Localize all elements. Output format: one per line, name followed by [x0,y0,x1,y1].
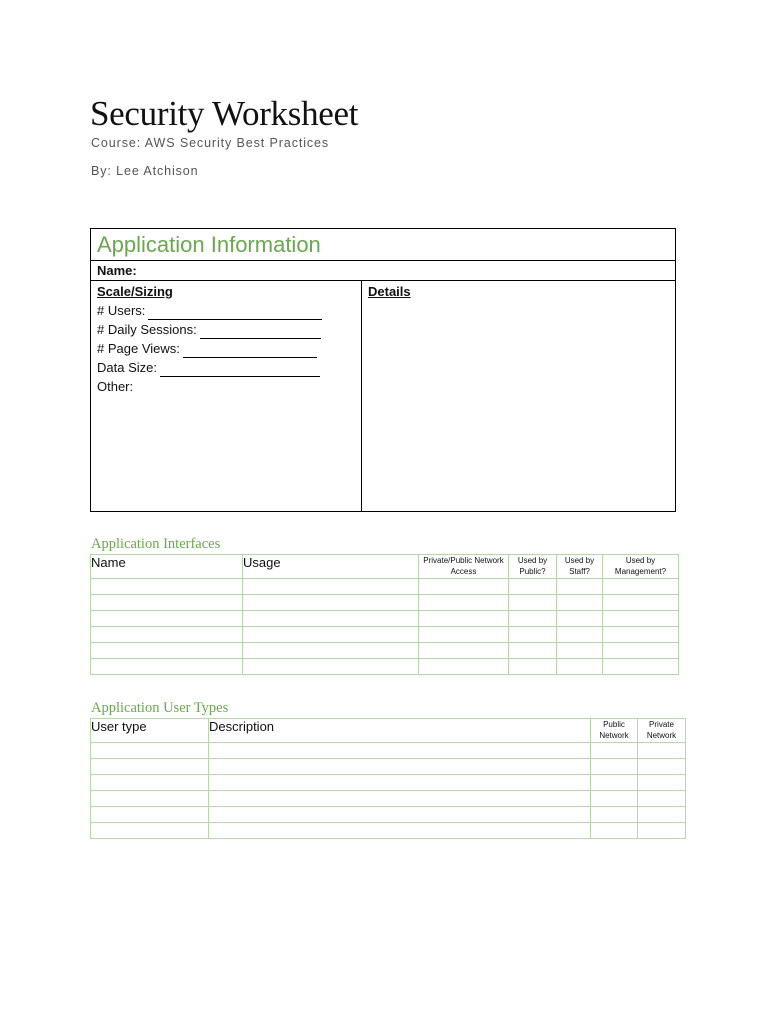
table-header-row [91,555,679,579]
data-size-blank-line[interactable] [160,362,320,377]
table-cell[interactable] [91,627,243,643]
name-field[interactable] [91,261,675,281]
column-header-user-type: User type [91,719,209,743]
table-cell[interactable] [419,611,509,627]
table-header-row [91,719,686,743]
table-cell[interactable] [509,595,557,611]
table-cell[interactable] [243,643,419,659]
table-cell[interactable] [603,659,679,675]
column-header-public-network: Public Network [591,719,638,743]
details-column[interactable] [362,281,675,511]
table-row [91,627,679,643]
table-cell[interactable] [591,807,638,823]
other-label: Other: [97,379,134,394]
table-row [91,775,686,791]
application-interfaces-heading: Application Interfaces [91,536,221,552]
table-cell[interactable] [603,643,679,659]
daily-sessions-field[interactable] [97,320,355,339]
table-cell[interactable] [509,659,557,675]
table-cell[interactable] [638,807,686,823]
table-cell[interactable] [91,791,209,807]
application-information-box [90,228,676,512]
table-cell[interactable] [209,743,591,759]
table-row [91,579,679,595]
table-cell[interactable] [243,659,419,675]
users-field[interactable] [97,301,355,320]
table-cell[interactable] [509,579,557,595]
table-cell[interactable] [591,775,638,791]
table-cell[interactable] [603,595,679,611]
table-cell[interactable] [91,611,243,627]
table-cell[interactable] [557,595,603,611]
table-cell[interactable] [243,611,419,627]
table-row [91,743,686,759]
table-row [91,759,686,775]
column-header-used-by-staff: Used by Staff? [557,555,603,579]
data-size-field[interactable] [97,358,355,377]
name-label: Name: [97,263,137,278]
table-cell[interactable] [91,823,209,839]
table-cell[interactable] [638,743,686,759]
table-cell[interactable] [91,643,243,659]
table-cell[interactable] [91,595,243,611]
application-user-types-heading: Application User Types [91,700,229,716]
page-views-blank-line[interactable] [183,343,317,358]
table-cell[interactable] [603,579,679,595]
table-cell[interactable] [91,743,209,759]
table-cell[interactable] [603,627,679,643]
table-cell[interactable] [243,579,419,595]
table-cell[interactable] [591,759,638,775]
users-blank-line[interactable] [148,305,322,320]
table-row [91,807,686,823]
application-interfaces-table [90,554,679,675]
page-views-label: # Page Views: [97,341,180,356]
table-cell[interactable] [209,807,591,823]
page-views-field[interactable] [97,339,355,358]
table-cell[interactable] [419,579,509,595]
table-cell[interactable] [557,611,603,627]
table-cell[interactable] [209,759,591,775]
application-information-body [91,281,675,511]
table-cell[interactable] [638,823,686,839]
table-cell[interactable] [557,659,603,675]
scale-sizing-column [91,281,362,511]
table-cell[interactable] [638,775,686,791]
table-cell[interactable] [638,759,686,775]
table-cell[interactable] [591,791,638,807]
table-cell[interactable] [591,743,638,759]
column-header-name: Name [91,555,243,579]
column-header-usage: Usage [243,555,419,579]
table-cell[interactable] [557,579,603,595]
table-cell[interactable] [557,627,603,643]
table-row [91,595,679,611]
table-cell[interactable] [419,627,509,643]
column-header-used-by-management: Used by Management? [603,555,679,579]
daily-sessions-label: # Daily Sessions: [97,322,197,337]
table-row [91,611,679,627]
table-cell[interactable] [591,823,638,839]
table-row [91,823,686,839]
table-cell[interactable] [557,643,603,659]
details-heading: Details [368,284,411,299]
table-cell[interactable] [243,595,419,611]
table-cell[interactable] [419,659,509,675]
table-cell[interactable] [91,775,209,791]
table-cell[interactable] [509,611,557,627]
table-cell[interactable] [91,579,243,595]
table-cell[interactable] [603,611,679,627]
table-cell[interactable] [638,791,686,807]
daily-sessions-blank-line[interactable] [200,324,321,339]
table-row [91,791,686,807]
table-cell[interactable] [209,823,591,839]
table-cell[interactable] [419,643,509,659]
table-cell[interactable] [91,659,243,675]
users-label: # Users: [97,303,146,318]
author-line: By: Lee Atchison [91,164,199,178]
table-cell[interactable] [209,775,591,791]
column-header-private-network: Private Network [638,719,686,743]
table-row [91,643,679,659]
table-cell[interactable] [243,627,419,643]
scale-sizing-heading: Scale/Sizing [97,284,173,299]
table-cell[interactable] [91,759,209,775]
page-title: Security Worksheet [90,94,359,133]
table-cell[interactable] [209,791,591,807]
table-cell[interactable] [91,807,209,823]
data-size-label: Data Size: [97,360,157,375]
table-row [91,659,679,675]
column-header-network-access: Private/Public Network Access [419,555,509,579]
column-header-used-by-public: Used by Public? [509,555,557,579]
table-cell[interactable] [509,627,557,643]
table-cell[interactable] [419,595,509,611]
application-user-types-table [90,718,686,839]
application-information-heading: Application Information [91,229,675,261]
other-field[interactable] [97,377,355,396]
course-line: Course: AWS Security Best Practices [91,136,330,150]
column-header-description: Description [209,719,591,743]
table-cell[interactable] [509,643,557,659]
